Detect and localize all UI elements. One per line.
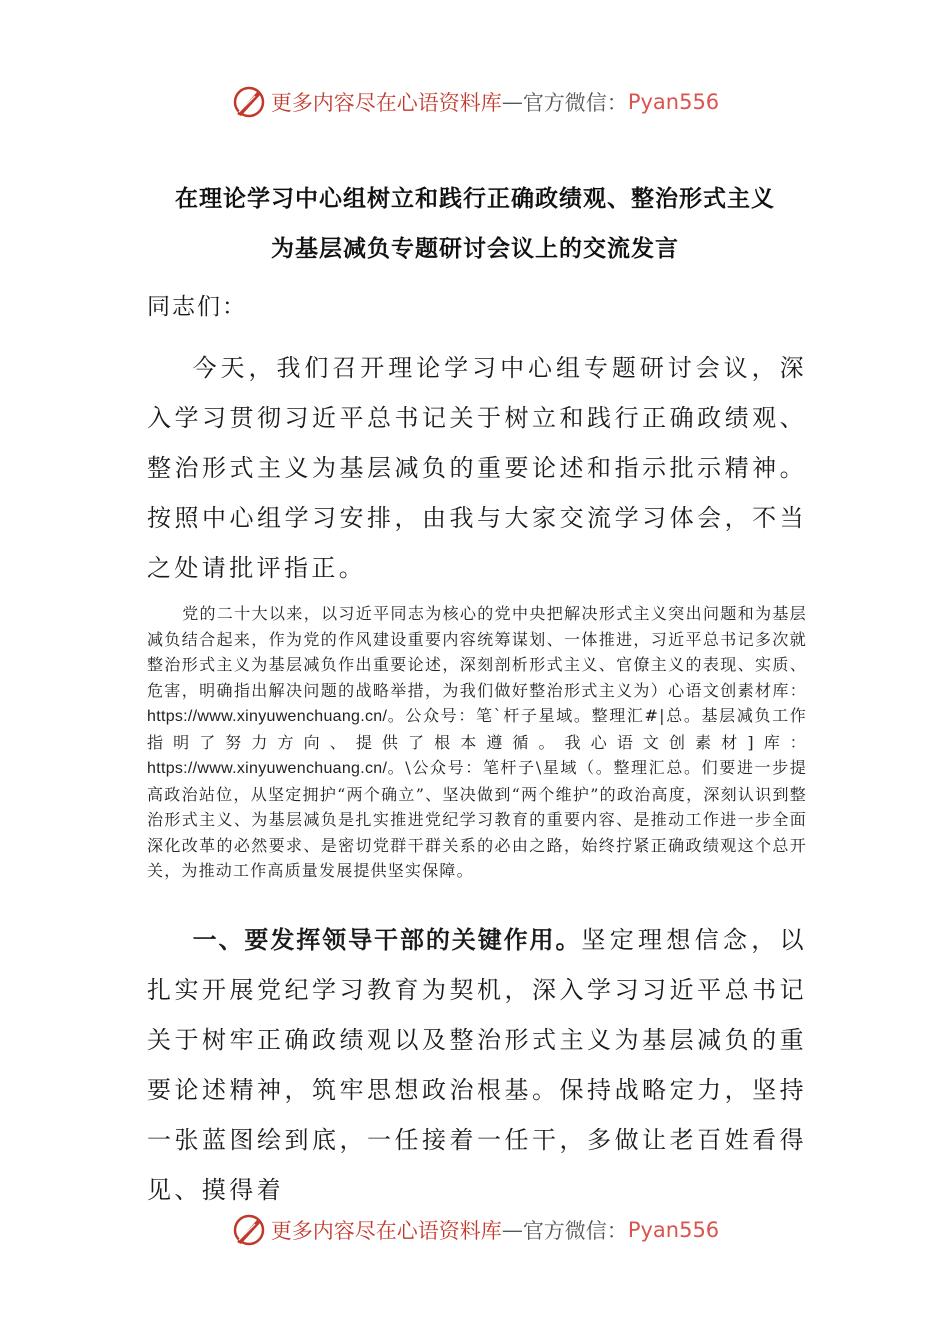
body-text-b: 。公众号：笔`杆子星域。整理汇#|总。基层减负工作指明了努力方向、提供了根本遵循。我心语文创素材]库： [147, 706, 807, 752]
watermark-handle: Pyan556 [627, 1218, 720, 1242]
watermark-handle: Pyan556 [627, 90, 720, 114]
source-link-2: https://www.xinyuwenchuang.cn/ [147, 760, 388, 777]
body-text-c: 。\公众号：笔杆子\星域（。整理汇总。们要进一步提高政治站位，从坚定拥护“两个确立”、坚决做到“两个维护”的政治高度，深刻认识到整治形式主义、为基层减负是扎实推进党纪学习教育的重要内容、是推动工作进一步全面深化改革的必然要求、是密切党群干群关系的必由之路，始终拧紧正确政绩观这个总开关，为推动工作高质量发展提供坚实保障。 [147, 758, 807, 880]
watermark-dash: — [501, 90, 523, 114]
footer-watermark [0, 1210, 950, 1250]
salutation: 同志们： [147, 294, 247, 320]
watermark-text: 更多内容尽在心语资料库 [270, 1219, 502, 1243]
header-watermark [0, 82, 950, 122]
point-1-paragraph [147, 915, 807, 1215]
point-1-heading: 一、要发挥领导干部的关键作用。 [192, 926, 582, 954]
document-title-line-1: 在理论学习中心组树立和践行正确政绩观、整治形式主义 [175, 186, 775, 212]
watermark-dash: — [501, 1218, 523, 1242]
body-text-a: 党的二十大以来，以习近平同志为核心的党中央把解决形式主义突出问题和为基层减负结合起来，作为党的作风建设重要内容统筹谋划、一体推进，习近平总书记多次就整治形式主义为基层减负作出重要论述，深刻剖析形式主义、官僚主义的表现、实质、危害，明确指出解决问题的战略举措，为我们做好整治形式主义为）心语文创素材库： [147, 604, 807, 700]
pen-logo-icon [231, 84, 267, 120]
intro-paragraph: 今天，我们召开理论学习中心组专题研讨会议，深入学习贯彻习近平总书记关于树立和践行正确政绩观、整治形式主义为基层减负的重要论述和指示批示精神。按照中心组学习安排，由我与大家交流学习体会，不当之处请批评指正。 [147, 354, 807, 582]
source-link-1: https://www.xinyuwenchuang.cn/ [147, 708, 388, 725]
watermark-label: 官方微信： [522, 1219, 628, 1243]
watermark-text: 更多内容尽在心语资料库 [270, 91, 502, 115]
point-1-text: 坚定理想信念，以扎实开展党纪学习教育为契机，深入学习习近平总书记关于树牢正确政绩观以及整治形式主义为基层减负的重要论述精神，筑牢思想政治根基。保持战略定力，坚持一张蓝图绘到底，一任接着一任干，多做让老百姓看得见、摸得着 [147, 926, 808, 1204]
document-title-line-2: 为基层减负专题研讨会议上的交流发言 [271, 236, 679, 262]
pen-logo-icon [231, 1212, 267, 1248]
body-paragraph [147, 601, 807, 884]
watermark-label: 官方微信： [522, 91, 628, 115]
